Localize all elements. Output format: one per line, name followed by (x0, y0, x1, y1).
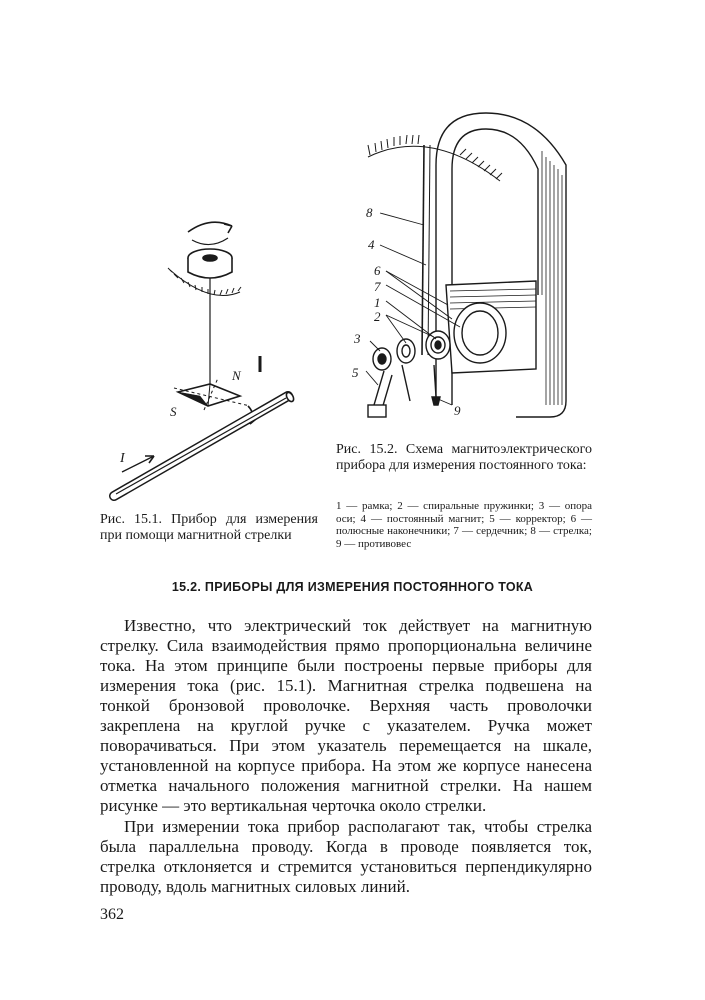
part-label-2: 2 (374, 309, 381, 324)
figure-15-2-drawing (340, 105, 580, 435)
paragraph: При измерении тока прибор располагают так, чтобы стрелка была параллельна проводу. Когда в проводе появляется ток, стрелка отклоняется и стремится установиться перпендикулярно проводу, вдоль магнитных силовых линий. (100, 817, 592, 896)
current-label: I (120, 451, 125, 466)
figure-15-2-legend: 1 — рамка; 2 — спиральные пружинки; 3 — опора оси; 4 — постоянный магнит; 5 — корректор; 6 — полюсные наконечники; 7 — сердечник; 8 — стрелка; 9 — противовес (336, 500, 592, 550)
paragraph: Известно, что электрический ток действует на магнитную стрелку. Сила взаимодействия прямо пропорциональна величине тока. На этом принципе были построены первые приборы для измерения тока (рис. 15.1). Магнитная стрелка подвешена на тонкой бронзовой проволочке. Верхняя часть проволочки закреплена на круглой ручке с указателем. Ручка может поворачиваться. При этом указатель перемещается на шкале, установленной на корпусе прибора. На этом же корпусе нанесена отметка начального положения магнитной стрелки. На нашем рисунке — это вертикальная черточка около стрелки. (100, 616, 592, 815)
part-label-3: 3 (354, 331, 361, 346)
figure-15-1-drawing (100, 210, 330, 510)
page-number: 362 (100, 906, 124, 923)
part-label-1: 1 (374, 295, 381, 310)
figure-15-1-caption: Рис. 15.1. Прибор для измерения при помощи магнитной стрелки (100, 512, 318, 543)
part-label-9: 9 (454, 403, 461, 418)
part-label-5: 5 (352, 365, 359, 380)
body-text (100, 616, 592, 897)
part-label-7: 7 (374, 279, 381, 294)
section-heading: 15.2. ПРИБОРЫ ДЛЯ ИЗМЕРЕНИЯ ПОСТОЯННОГО ТОКА (171, 580, 534, 594)
part-label-8: 8 (366, 205, 373, 220)
part-label-4: 4 (368, 237, 375, 252)
south-label: S (170, 404, 177, 419)
part-label-6: 6 (374, 263, 381, 278)
figure-15-2-caption: Рис. 15.2. Схема магнитоэлектрического прибора для измерения постоянного тока: (336, 442, 592, 473)
north-label: N (232, 368, 241, 383)
